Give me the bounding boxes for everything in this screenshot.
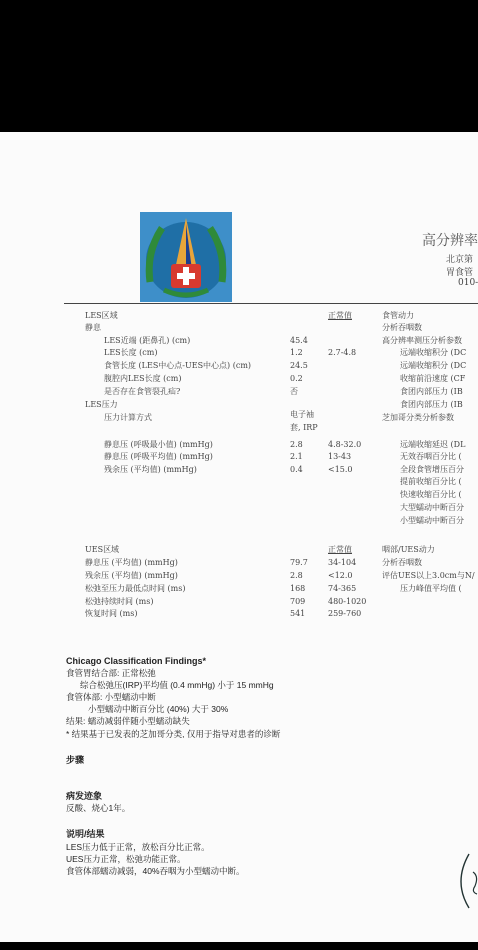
ues-row-normal: <12.0 xyxy=(328,571,353,580)
les-row-value: 否 xyxy=(290,387,298,396)
pharynx-item: 分析吞咽数 xyxy=(382,558,422,567)
esophageal-item: 远端收缩延迟 (DL xyxy=(400,440,466,449)
les-row-value: 45.4 xyxy=(290,336,308,345)
esophageal-item: 大型蠕动中断百分 xyxy=(400,503,464,512)
les-pressure-label: LES压力 xyxy=(85,400,118,409)
header-divider xyxy=(64,303,478,304)
conclusion-line: 食管体部蠕动减弱，40%吞咽为小型蠕动中断。 xyxy=(66,866,245,876)
les-method-value-1: 电子袖 xyxy=(290,410,314,419)
ues-row-normal: 74-365 xyxy=(328,584,357,593)
header-line-2: 胃食管 xyxy=(446,268,474,278)
header-line-1: 北京第 xyxy=(446,255,474,265)
header-line-3: 010- xyxy=(458,278,478,288)
esophageal-item: 快速收缩百分比 ( xyxy=(400,490,462,499)
hospital-logo xyxy=(140,212,232,302)
ues-normal-header: 正常值 xyxy=(328,545,352,554)
conclusion-line: LES压力低于正常，放松百分比正常。 xyxy=(66,842,210,852)
les-row-value: 1.2 xyxy=(290,348,303,357)
les-pressure-row-value: 0.4 xyxy=(290,465,303,474)
history-title: 病发迹象 xyxy=(66,791,103,801)
ues-row-label: 残余压 (平均值) (mmHg) xyxy=(85,571,178,580)
steps-title: 步骤 xyxy=(66,755,85,765)
ues-row-normal: 259-760 xyxy=(328,609,362,618)
les-row-normal: 2.7-4.8 xyxy=(328,348,357,357)
history-text: 反酸、烧心1年。 xyxy=(66,803,131,813)
ues-row-value: 79.7 xyxy=(290,558,308,567)
report-page xyxy=(0,132,478,942)
les-pressure-row-value: 2.1 xyxy=(290,452,303,461)
chicago-line: 食管体部: 小型蠕动中断 xyxy=(66,692,156,702)
pharynx-item: 压力峰值平均值 ( xyxy=(400,584,462,593)
esophageal-item: 无效吞咽百分比 ( xyxy=(400,452,462,461)
ues-row-label: 松弛持续时间 (ms) xyxy=(85,597,154,606)
camera-black-bottom-edge xyxy=(0,942,478,950)
esophageal-title: 食管动力 xyxy=(382,311,414,320)
les-row-label: LES近端 (距鼻孔) (cm) xyxy=(104,336,191,345)
esophageal-item: 食团内部压力 (IB xyxy=(400,387,463,396)
esophageal-item: 收缩前沿速度 (CF xyxy=(400,374,466,383)
les-rest-label: 静息 xyxy=(85,323,101,332)
ues-row-value: 541 xyxy=(290,609,306,618)
camera-black-top-area xyxy=(0,0,478,132)
esophageal-item: 远端收缩积分 (DC xyxy=(400,361,467,370)
les-pressure-row-label: 静息压 (呼吸平均值) (mmHg) xyxy=(104,452,213,461)
report-title: 高分辨率 xyxy=(422,233,478,249)
ues-row-label: 恢复时间 (ms) xyxy=(85,609,138,618)
chicago-line: 综合松弛压(IRP)平均值 (0.4 mmHg) 小于 15 mmHg xyxy=(80,680,274,690)
ues-row-label: 松弛至压力最低点时间 (ms) xyxy=(85,584,186,593)
ues-row-label: 静息压 (平均值) (mmHg) xyxy=(85,558,178,567)
les-row-label: 食管长度 (LES中心点-UES中心点) (cm) xyxy=(104,361,252,370)
esophageal-item: 高分辨率测压分析参数 xyxy=(382,336,462,345)
conclusion-title: 说明/结果 xyxy=(66,829,105,839)
chicago-title: Chicago Classification Findings* xyxy=(66,656,207,666)
conclusion-line: UES压力正常，松弛功能正常。 xyxy=(66,854,186,864)
pharynx-title: 咽部/UES动力 xyxy=(382,545,435,554)
chicago-line: 食管胃结合部: 正常松弛 xyxy=(66,668,156,678)
les-row-label: 是否存在食管裂孔疝? xyxy=(104,387,181,396)
ues-row-normal: 34-104 xyxy=(328,558,357,567)
ues-row-normal: 480-1020 xyxy=(328,597,367,606)
esophageal-item: 芝加哥分类分析参数 xyxy=(382,413,454,422)
les-pressure-row-normal: <15.0 xyxy=(328,465,353,474)
les-normal-header: 正常值 xyxy=(328,311,352,320)
ues-section-title: UES区域 xyxy=(85,545,120,554)
chicago-line: 小型蠕动中断百分比 (40%) 大于 30% xyxy=(88,704,229,714)
ues-row-value: 709 xyxy=(290,597,306,606)
pharynx-item: 评估UES以上3.0cm与N/ xyxy=(382,571,475,580)
les-pressure-row-label: 静息压 (呼吸最小值) (mmHg) xyxy=(104,440,213,449)
les-row-value: 0.2 xyxy=(290,374,303,383)
esophageal-item: 提前收缩百分比 ( xyxy=(400,477,462,486)
les-method-value-2: 套, IRP xyxy=(290,423,318,432)
les-method-label: 压力计算方式 xyxy=(104,413,152,422)
esophageal-item: 远端收缩积分 (DC xyxy=(400,348,467,357)
ues-row-value: 168 xyxy=(290,584,306,593)
esophageal-item: 分析吞咽数 xyxy=(382,323,422,332)
les-pressure-row-normal: 13-43 xyxy=(328,452,352,461)
signature-mark xyxy=(455,852,478,912)
les-pressure-row-normal: 4.8-32.0 xyxy=(328,440,362,449)
esophageal-item: 小型蠕动中断百分 xyxy=(400,516,464,525)
esophageal-item: 全段食管增压百分 xyxy=(400,465,464,474)
les-pressure-row-value: 2.8 xyxy=(290,440,303,449)
les-row-label: 腹腔内LES长度 (cm) xyxy=(104,374,182,383)
les-pressure-row-label: 残余压 (平均值) (mmHg) xyxy=(104,465,197,474)
esophageal-item: 食团内部压力 (IB xyxy=(400,400,463,409)
chicago-line: 结果: 蠕动减弱伴随小型蠕动缺失 xyxy=(66,716,190,726)
chicago-footnote: * 结果基于已发表的芝加哥分类, 仅用于指导对患者的诊断 xyxy=(66,729,281,739)
les-section-title: LES区域 xyxy=(85,311,118,320)
les-row-label: LES长度 (cm) xyxy=(104,348,158,357)
ues-row-value: 2.8 xyxy=(290,571,303,580)
les-row-value: 24.5 xyxy=(290,361,308,370)
